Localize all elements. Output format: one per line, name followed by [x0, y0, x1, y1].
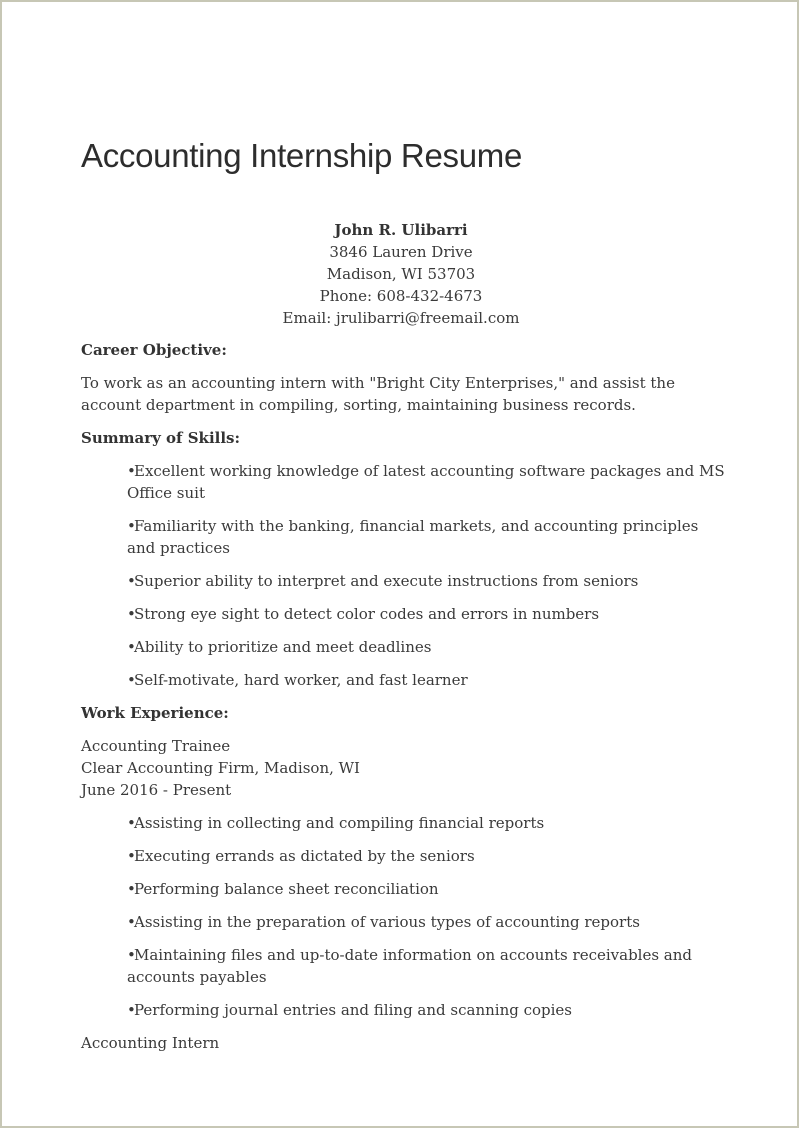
job-dates: June 2016 - Present — [81, 781, 232, 799]
bullet-icon: • — [127, 605, 136, 623]
job-duty-item: •Performing journal entries and filing and scanning copies — [127, 1001, 573, 1019]
bullet-icon: • — [127, 462, 136, 480]
bullet-icon: • — [127, 671, 136, 689]
skill-item: •Familiarity with the banking, financial markets, and accounting principles and practices — [127, 517, 699, 557]
bullet-icon: • — [127, 946, 136, 964]
contact-phone: Phone: 608-432-4673 — [319, 287, 483, 305]
job-duty-item: •Assisting in collecting and compiling financial reports — [127, 814, 545, 832]
job-duty-item: •Performing balance sheet reconciliation — [127, 880, 439, 898]
contact-email: Email: jrulibarri@freemail.com — [282, 309, 520, 327]
contact-block — [141, 219, 661, 329]
contact-address: 3846 Lauren Drive — [329, 243, 473, 261]
job-title: Accounting Trainee — [81, 737, 231, 755]
career-objective-text: To work as an accounting intern with "Bright City Enterprises," and assist the account department in compiling, sorting, maintaining business records. — [81, 374, 675, 414]
bullet-icon: • — [127, 847, 136, 865]
skill-item: •Superior ability to interpret and execute instructions from seniors — [127, 572, 639, 590]
skill-item: •Ability to prioritize and meet deadlines — [127, 638, 432, 656]
contact-city: Madison, WI 53703 — [326, 265, 476, 283]
page-title: Accounting Internship Resume — [81, 137, 523, 174]
bullet-icon: • — [127, 1001, 136, 1019]
job-duty-item: •Maintaining files and up-to-date information on accounts receivables and accounts payables — [127, 946, 693, 986]
job-title: Accounting Intern — [81, 1034, 220, 1052]
bullet-icon: • — [127, 814, 136, 832]
bullet-icon: • — [127, 638, 136, 656]
career-objective-heading: Career Objective: — [81, 341, 227, 359]
contact-name: John R. Ulibarri — [334, 221, 468, 239]
bullet-icon: • — [127, 517, 136, 535]
bullet-icon: • — [127, 880, 136, 898]
skill-item: •Excellent working knowledge of latest accounting software packages and MS Office suit — [127, 462, 725, 502]
bullet-icon: • — [127, 572, 136, 590]
job-company: Clear Accounting Firm, Madison, WI — [81, 759, 360, 777]
skill-item: •Self-motivate, hard worker, and fast learner — [127, 671, 468, 689]
bullet-icon: • — [127, 913, 136, 931]
skills-heading: Summary of Skills: — [81, 429, 241, 447]
job-duty-item: •Executing errands as dictated by the seniors — [127, 847, 475, 865]
job-duty-item: •Assisting in the preparation of various types of accounting reports — [127, 913, 640, 931]
skill-item: •Strong eye sight to detect color codes and errors in numbers — [127, 605, 600, 623]
work-experience-heading: Work Experience: — [81, 704, 229, 722]
